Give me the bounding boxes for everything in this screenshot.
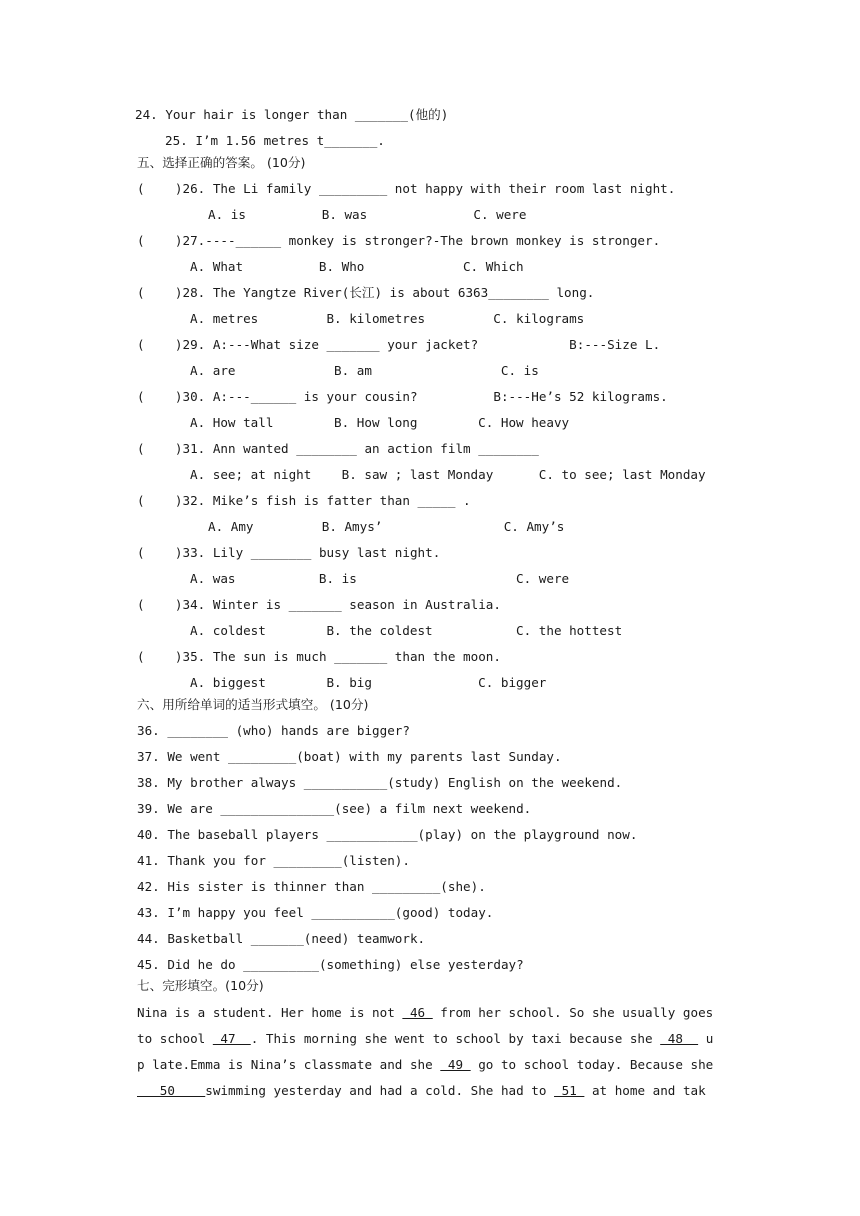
- cloze-blank-51: 51: [554, 1083, 585, 1098]
- question-35: ( )35. The sun is much _______ than the moon.: [137, 649, 501, 664]
- cloze-text: . This morning she went to school by taxi because she: [250, 1031, 661, 1046]
- question-26: ( )26. The Li family _________ not happy with their room last night.: [137, 181, 676, 196]
- question-29-options: A. are B. am C. is: [190, 363, 539, 378]
- question-28-options: A. metres B. kilometres C. kilograms: [190, 311, 585, 326]
- cloze-text: to school: [137, 1031, 213, 1046]
- question-28: ( )28. The Yangtze River(长江) is about 6363________ long.: [137, 285, 595, 300]
- question-29: ( )29. A:---What size _______ your jacket? B:---Size L.: [137, 337, 661, 352]
- question-32: ( )32. Mike’s fish is fatter than _____ .: [137, 493, 471, 508]
- question-33-options: A. was B. is C. were: [190, 571, 570, 586]
- question-45: 45. Did he do __________(something) else yesterday?: [137, 957, 524, 972]
- question-41: 41. Thank you for _________(listen).: [137, 853, 410, 868]
- question-24: 24. Your hair is longer than _______(他的): [135, 107, 449, 122]
- cloze-text: at home and tak: [584, 1083, 706, 1098]
- question-39: 39. We are _______________(see) a film next weekend.: [137, 801, 532, 816]
- cloze-line-4: [137, 1083, 706, 1099]
- cloze-blank-47: 47: [212, 1031, 251, 1046]
- question-26-options: A. is B. was C. were: [208, 207, 527, 222]
- cloze-line-3: [137, 1057, 713, 1073]
- section-6-heading: 六、用所给单词的适当形式填空。 (10分): [137, 697, 369, 712]
- question-31: ( )31. Ann wanted ________ an action film ________: [137, 441, 539, 456]
- question-34: ( )34. Winter is _______ season in Australia.: [137, 597, 501, 612]
- question-43: 43. I’m happy you feel ___________(good) today.: [137, 905, 494, 920]
- question-31-options: A. see; at night B. saw ; last Monday C. to see; last Monday: [190, 467, 706, 482]
- question-25: 25. I’m 1.56 metres t_______.: [165, 133, 385, 148]
- cloze-blank-50: 50: [137, 1083, 206, 1098]
- cloze-blank-48: 48: [660, 1031, 699, 1046]
- question-30-options: A. How tall B. How long C. How heavy: [190, 415, 570, 430]
- cloze-text: swimming yesterday and had a cold. She had to: [205, 1083, 555, 1098]
- question-36: 36. ________ (who) hands are bigger?: [137, 723, 410, 738]
- question-33: ( )33. Lily ________ busy last night.: [137, 545, 441, 560]
- cloze-text: Nina is a student. Her home is not: [137, 1005, 403, 1020]
- question-40: 40. The baseball players ____________(play) on the playground now.: [137, 827, 638, 842]
- cloze-line-1: [137, 1005, 713, 1021]
- question-27: ( )27.----______ monkey is stronger?-The brown monkey is stronger.: [137, 233, 661, 248]
- question-35-options: A. biggest B. big C. bigger: [190, 675, 547, 690]
- cloze-text: u: [698, 1031, 714, 1046]
- cloze-text: p late.Emma is Nina’s classmate and she: [137, 1057, 441, 1072]
- cloze-text: from her school. So she usually goes: [432, 1005, 714, 1020]
- question-27-options: A. What B. Who C. Which: [190, 259, 524, 274]
- cloze-line-2: [137, 1031, 713, 1047]
- cloze-blank-49: 49: [440, 1057, 471, 1072]
- question-38: 38. My brother always ___________(study) English on the weekend.: [137, 775, 623, 790]
- section-5-heading: 五、选择正确的答案。 (10分): [137, 155, 306, 170]
- question-37: 37. We went _________(boat) with my parents last Sunday.: [137, 749, 562, 764]
- question-34-options: A. coldest B. the coldest C. the hottest: [190, 623, 623, 638]
- question-32-options: A. Amy B. Amys’ C. Amy’s: [208, 519, 565, 534]
- question-44: 44. Basketball _______(need) teamwork.: [137, 931, 426, 946]
- cloze-blank-46: 46: [402, 1005, 433, 1020]
- question-42: 42. His sister is thinner than _________(she).: [137, 879, 486, 894]
- section-7-heading: 七、完形填空。(10分): [137, 978, 264, 993]
- question-30: ( )30. A:---______ is your cousin? B:---He’s 52 kilograms.: [137, 389, 668, 404]
- cloze-text: go to school today. Because she: [470, 1057, 714, 1072]
